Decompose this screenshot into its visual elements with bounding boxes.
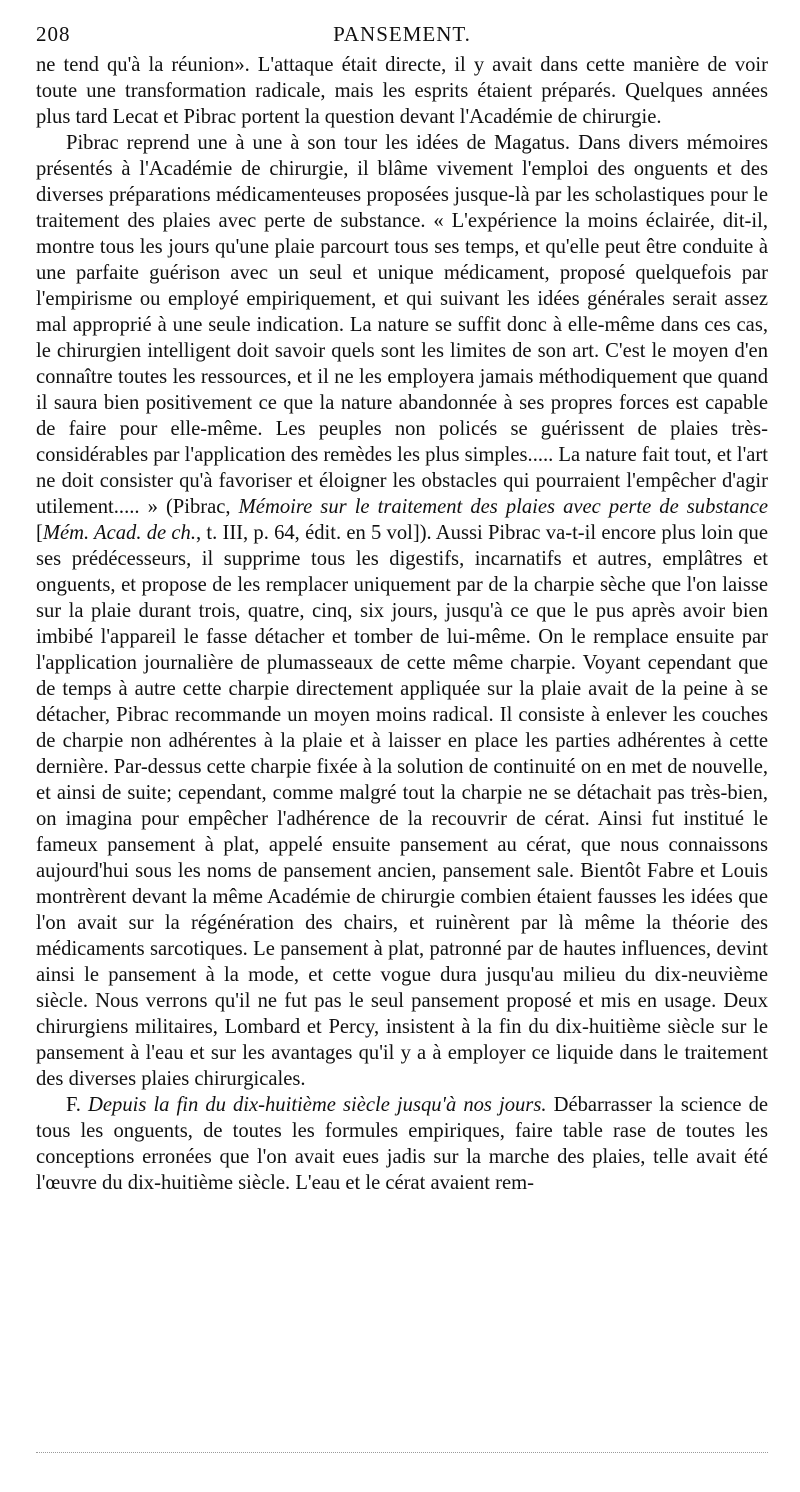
bottom-dotted-line (36, 1452, 768, 1453)
body-text (36, 52, 768, 1196)
page-number: 208 (36, 22, 71, 46)
paragraph-2-text-e: , t. III, p. 64, édit. en 5 vol]). Aussi Pibrac va-t-il encore plus loin que ses prédécesseurs, il supprime tous les digestifs, incarnatifs et autres, emplâtres et onguents, et propose de les remplacer uniquement par de la charpie sèche que l'on laisse sur la plaie durant trois, quatre, cinq, six jours, jusqu'à ce que le pus après avoir bien imbibé l'appareil le fasse détacher et tomber de lui-même. On le remplace ensuite par l'application journalière de plumasseaux de cette même charpie. Voyant cependant que de temps à autre cette charpie directement appliquée sur la plaie avait de la peine à se détacher, Pibrac recommande un moyen moins radical. Il consiste à enlever les couches de charpie non adhérentes à la plaie et à laisser en place les parties adhérentes à cette dernière. Par-dessus cette charpie fixée à la solution de continuité on en met de nouvelle, et ainsi de suite; cependant, comme malgré tout la charpie ne se détachait pas très-bien, on imagina pour empêcher l'adhérence de la recouvrir de cérat. Ainsi fut institué le fameux pansement à plat, appelé ensuite pansement au cérat, que nous connaissons aujourd'hui sous les noms de pansement ancien, pansement sale. Bientôt Fabre et Louis montrèrent devant la même Académie de chirurgie combien étaient fausses les idées que l'on avait sur la régénération des chairs, et ruinèrent par là même la théorie des médicaments sarcotiques. Le pansement à plat, patronné par de hautes influences, devint ainsi le pansement à la mode, et cette vogue dura jusqu'au milieu du dix-neuvième siècle. Nous verrons qu'il ne fut pas le seul pansement proposé et mis en usage. Deux chirurgiens militaires, Lombard et Percy, insistent à la fin du dix-huitième siècle sur le pansement à l'eau et sur les avantages qu'il y a à employer ce liquide dans le traitement des diverses plaies chirurgicales. (36, 522, 768, 1090)
citation-bracket: [ (36, 522, 43, 544)
paragraph-3-text: Débarrasser la science de tous les onguents, de toutes les formules empiriques, faire table rase de toutes les conceptions erronées que l'on avait eues jadis sur la marche des plaies, telle avait été l'œuvre du dix-huitième siècle. L'eau et le cérat avaient rem- (36, 1094, 769, 1194)
section-heading: Depuis la fin du dix-huitième siècle jusqu'à nos jours. (88, 1094, 547, 1116)
paragraph-2-text-a: Pibrac reprend une à une à son tour les idées de Magatus. Dans divers mémoires présentés à l'Académie de chirurgie, il blâme vivement l'emploi des onguents et des diverses préparations médicamenteuses proposées jusque-là par les scholastiques pour le traitement des plaies avec perte de substance. « L'expérience la moins éclairée, dit-il, montre tous les jours qu'une plaie parcourt tous ses temps, et qu'elle peut être conduite à une parfaite guérison avec un seul et unique médicament, proposé quelquefois par l'empirisme ou employé empiriquement, et qui suivant les idées générales serait assez mal approprié à une seule indication. La nature se suffit donc à elle-même dans ces cas, le chirurgien intelligent doit savoir quels sont les limites de son art. C'est le moyen d'en connaître toutes les ressources, et il ne les employera jamais méthodiquement que quand il saura bien positivement ce que la nature abandonnée à ses propres forces est capable de faire pour elle-même. Les peuples non policés se guérissent de plaies très-considérables par l'application des remèdes les plus simples..... La nature fait tout, et l'art ne doit consister qu'à favoriser et éloigner les obstacles qui pourraient l'empêcher d'agir utilement..... » (Pibrac, (36, 132, 768, 518)
section-letter: F. (66, 1094, 81, 1116)
memoire-title: Mémoire sur le traitement des plaies avec perte de substance (238, 496, 768, 518)
paragraph-2 (36, 130, 768, 1092)
paragraph-3 (36, 1092, 768, 1196)
running-title: PANSEMENT. (333, 22, 471, 46)
paragraph-1: ne tend qu'à la réunion». L'attaque était directe, il y avait dans cette manière de voir toute une transformation radicale, mais les esprits étaient préparés. Quelques années plus tard Lecat et Pibrac portent la question devant l'Académie de chirurgie. (36, 54, 768, 128)
book-page (36, 22, 768, 1196)
running-head (36, 22, 768, 52)
citation-source: Mém. Acad. de ch. (42, 522, 196, 544)
